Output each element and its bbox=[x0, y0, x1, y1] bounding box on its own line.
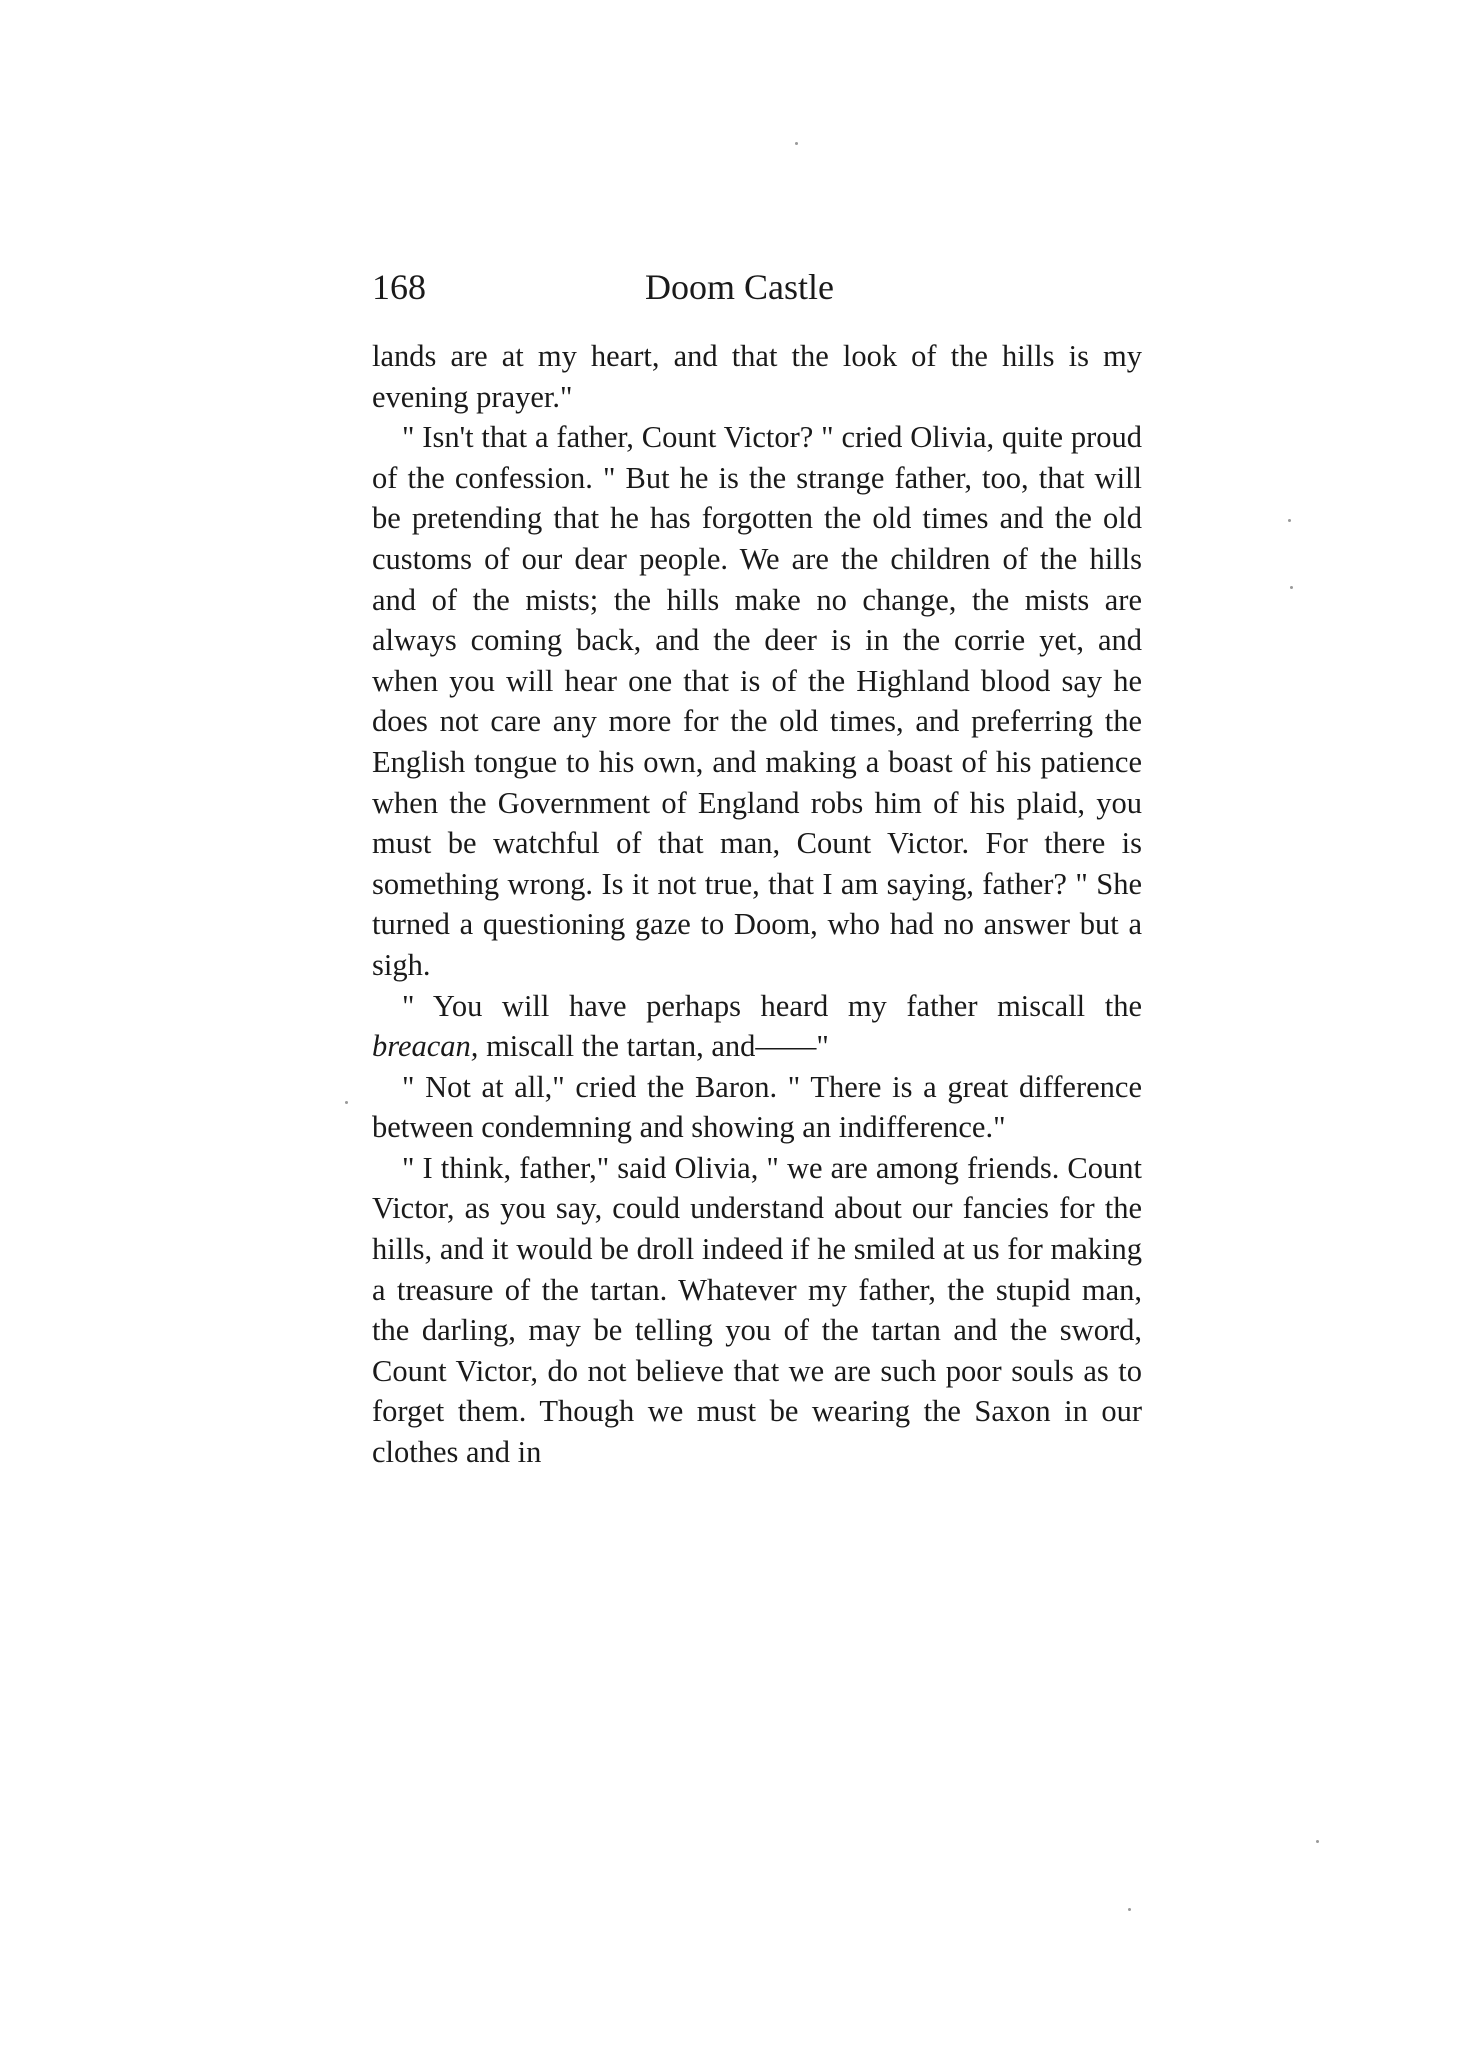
page-number: 168 bbox=[372, 267, 426, 307]
paragraph-2: " Isn't that a father, Count Victor? " cried Olivia, quite proud of the confession. " But he is the strange father, too, that will be pretending that he has forgotten the old times and the old customs of our dear people. We are the children of the hills and of the mists; the hills make no change, the mists are always coming back, and the deer is in the corrie yet, and when you will hear one that is of the Highland blood say he does not care any more for the old times, and preferring the English tongue to his own, and making a boast of his patience when the Government of England robs him of his plaid, you must be watchful of that man, Count Victor. For there is something wrong. Is it not true, that I am saying, father? " She turned a questioning gaze to Doom, who had no answer but a sigh. bbox=[372, 420, 1142, 982]
scan-speck bbox=[1290, 586, 1293, 589]
paragraph-3-after: miscall the tartan, and——" bbox=[478, 1029, 829, 1064]
paragraph-3-before: " You will have perhaps heard my father miscall the bbox=[402, 988, 1142, 1023]
book-title: Doom Castle bbox=[645, 267, 834, 307]
paragraph-3 bbox=[372, 986, 1142, 1067]
scan-speck bbox=[1316, 1840, 1319, 1843]
paragraph-4: " Not at all," cried the Baron. " There is a great difference between condemning and showing an indifference." bbox=[372, 1069, 1142, 1145]
body-text bbox=[372, 336, 1142, 1473]
paragraph-5: " I think, father," said Olivia, " we are among friends. Count Victor, as you say, could understand about our fancies for the hills, and it would be droll indeed if he smiled at us for making a treasure of the tartan. Whatever my father, the stupid man, the darling, may be telling you of the tartan and the sword, Count Victor, do not believe that we are such poor souls as to forget them. Though we must be wearing the Saxon in our clothes and in bbox=[372, 1150, 1142, 1470]
running-head bbox=[372, 266, 1142, 322]
paragraph-1: lands are at my heart, and that the look of the hills is my evening prayer." bbox=[372, 339, 1142, 414]
scan-speck bbox=[345, 1101, 348, 1104]
paragraph-3-italic-word: breacan, bbox=[372, 1029, 479, 1064]
scan-speck bbox=[1288, 519, 1291, 522]
scan-speck bbox=[795, 142, 798, 145]
scan-speck bbox=[1128, 1908, 1131, 1911]
book-page bbox=[372, 266, 1142, 1473]
